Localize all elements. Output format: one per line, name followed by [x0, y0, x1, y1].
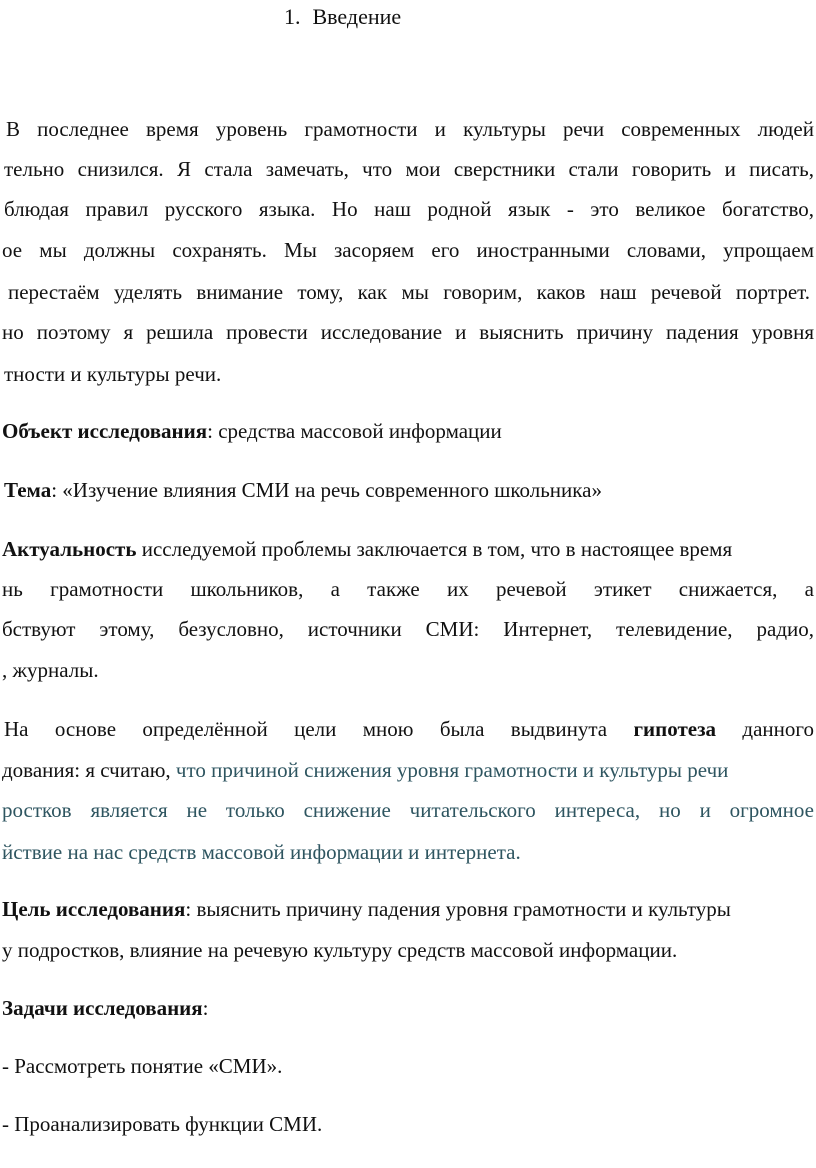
text-line: бствуют этому, безусловно, источники СМИ: Интернет, телевидение, радио,	[2, 617, 814, 641]
list-item: - Проанализировать функции СМИ.	[2, 1112, 323, 1136]
tasks-suffix: :	[202, 996, 209, 1020]
hypothesis-text-end: данного	[716, 717, 814, 741]
text-line: тности и культуры речи.	[4, 362, 222, 386]
hypothesis-first-line	[0, 715, 816, 743]
goal-label: Цель исследования	[2, 897, 186, 921]
object-line	[0, 417, 816, 445]
hypothesis-line2-teal: что причиной снижения уровня грамотности и культуры речи	[175, 758, 729, 782]
heading-text: Введение	[312, 4, 402, 29]
relevance-text: исследуемой проблемы заключается в том, что в настоящее время	[136, 537, 733, 561]
topic-text: : «Изучение влияния СМИ на речь современного школьника»	[51, 478, 602, 502]
tasks-heading	[0, 994, 816, 1022]
text-line: йствие на нас средств массовой информации и интернета.	[2, 840, 521, 864]
object-text: : средства массовой информации	[207, 419, 502, 443]
object-label: Объект исследования	[2, 419, 208, 443]
relevance-first-line	[0, 535, 816, 563]
goal-text: : выяснить причину падения уровня грамотности и культуры	[185, 897, 731, 921]
hypothesis-text-start: На основе определённой цели мною была выдвинута	[4, 717, 634, 741]
relevance-label: Актуальность	[2, 537, 137, 561]
text-line: у подростков, влияние на речевую культуру средств массовой информации.	[2, 938, 678, 962]
text-line: В последнее время уровень грамотности и культуры речи современных людей	[6, 117, 814, 141]
page-title	[284, 2, 401, 32]
text-line: но поэтому я решила провести исследование и выяснить причину падения уровня	[2, 320, 814, 344]
hypothesis-line2-plain: дования: я считаю,	[2, 758, 176, 782]
text-line: перестаём уделять внимание тому, как мы говорим, каков наш речевой портрет.	[8, 280, 810, 304]
text-line: нь грамотности школьников, а также их речевой этикет снижается, а	[2, 577, 814, 601]
text-line: блюдая правил русского языка. Но наш родной язык - это великое богатство,	[4, 197, 814, 221]
list-item: - Рассмотреть понятие «СМИ».	[2, 1054, 283, 1078]
topic-label: Тема	[4, 478, 52, 502]
tasks-label: Задачи исследования	[2, 996, 203, 1020]
text-line	[0, 756, 816, 784]
text-line: , журналы.	[2, 658, 99, 682]
topic-line	[0, 476, 816, 504]
text-line: ростков является не только снижение читательского интереса, но и огромное	[2, 798, 814, 822]
text-line: тельно снизился. Я стала замечать, что мои сверстники стали говорить и писать,	[4, 157, 814, 181]
text-line: ое мы должны сохранять. Мы засоряем его иностранными словами, упрощаем	[2, 238, 814, 262]
hypothesis-label: гипотеза	[633, 717, 717, 741]
goal-first-line	[0, 895, 816, 923]
heading-number: 1.	[284, 4, 301, 29]
